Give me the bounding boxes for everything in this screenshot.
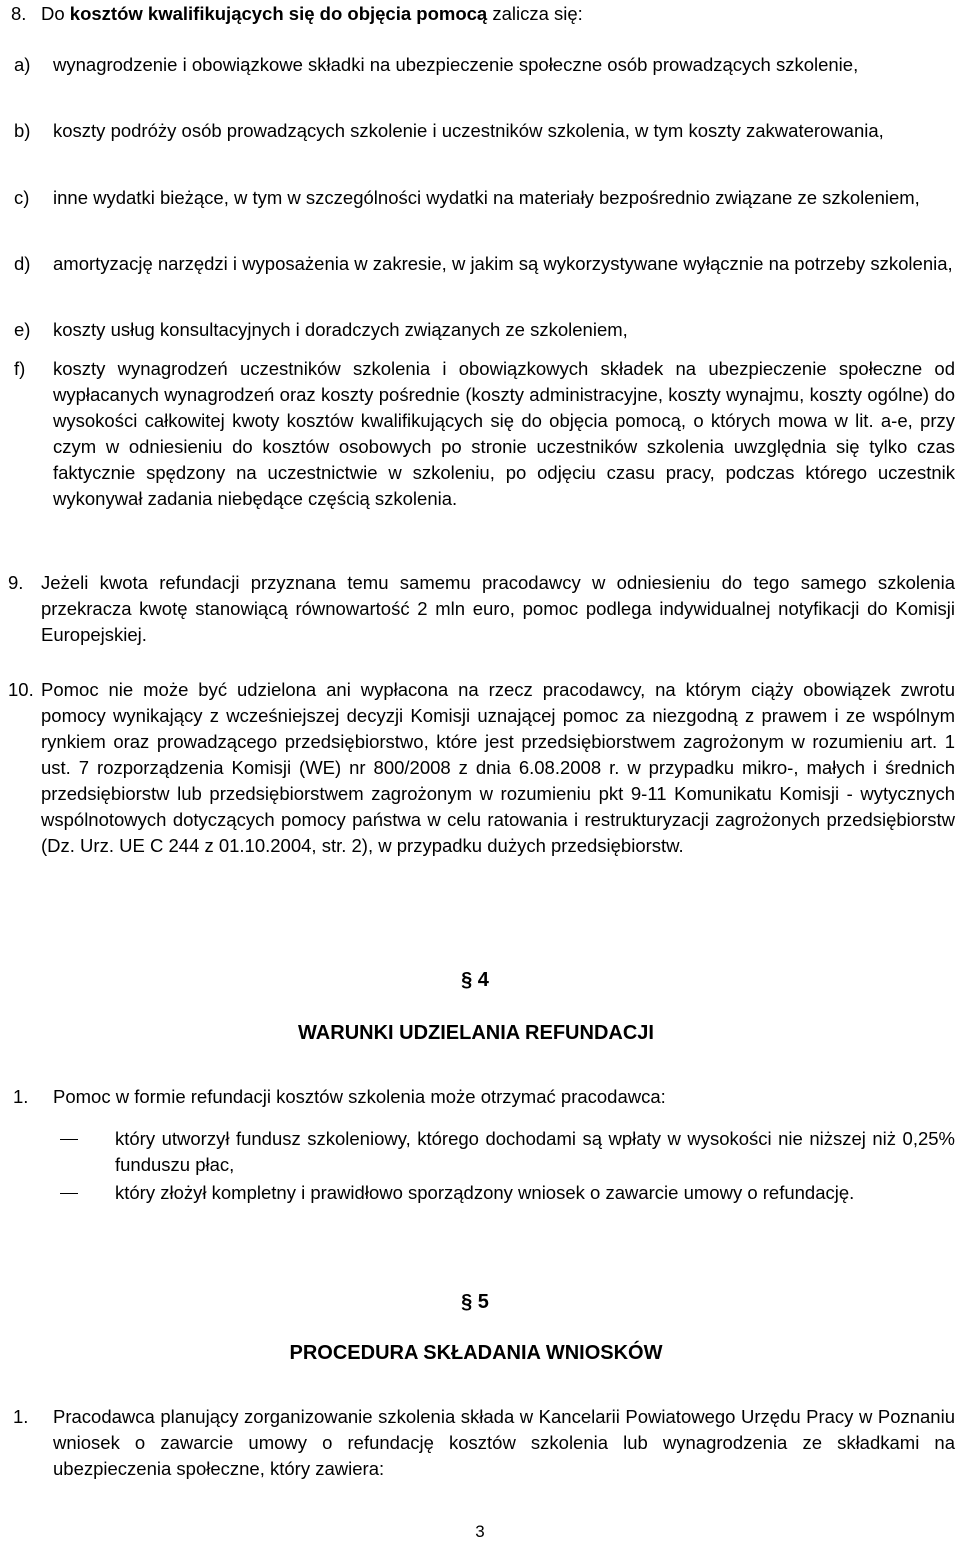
point-text: Pomoc w formie refundacji kosztów szkolenia może otrzymać pracodawca: — [53, 1086, 666, 1107]
list-item-text: koszty wynagrodzeń uczestników szkolenia i obowiązkowych składek na ubezpieczenie społeczne od wypłacanych wynagrodzeń oraz koszty pośrednie (koszty administracyjne, koszty wynajmu, koszty ogólne) do wysokości całkowitej kwoty kosztów kwalifikujących się do objęcia pomocą, o których mowa w lit. a-e, przy czym w odniesieniu do kosztów osobowych po stronie uczestników szkolenia uwzględnia się tylko czas faktycznie spędzony na uczestnictwie w szkoleniu, po odjęciu czasu pracy, podczas którego uczestnik wykonywał zadania niebędące częścią szkolenia. — [53, 358, 955, 509]
list-item — [0, 250, 960, 277]
section-title: WARUNKI UDZIELANIA REFUNDACJI — [298, 1022, 654, 1044]
list-item-label: a) — [14, 54, 31, 75]
point-text: Pracodawca planujący zorganizowanie szkolenia składa w Kancelarii Powiatowego Urzędu Pracy w Poznaniu wniosek o zawarcie umowy o refundację kosztów szkolenia lub wynagrodzenia ze składkami na ubezpieczenia społeczne, który zawiera: — [53, 1406, 955, 1479]
section-heading: § 5 — [461, 1291, 489, 1313]
bullet-text: który utworzył fundusz szkoleniowy, którego dochodami są wpłaty w wysokości nie niższej niż 0,25% funduszu płac, — [115, 1128, 955, 1175]
list-item-label: e) — [14, 319, 31, 340]
list-item-label: f) — [14, 358, 26, 379]
paragraph-8-intro — [0, 0, 960, 30]
paragraph-text: Pomoc nie może być udzielona ani wypłacona na rzecz pracodawcy, na którym ciąży obowiązek zwrotu pomocy wynikający z wcześniejszej decyzji Komisji uznającej pomoc za niezgodną z prawem i ze wspólnym rynkiem oraz prowadzącego przedsiębiorstwo, które jest przedsiębiorstwem zagrożonym w rozumieniu art. 1 ust. 7 rozporządzenia Komisji (WE) nr 800/2008 z dnia 6.08.2008 r. w przypadku mikro-, małych i średnich przedsiębiorstw lub przedsiębiorstwem zagrożonym w rozumieniu pkt 9-11 Komunikatu Komisji - wytycznych wspólnotowych dotyczących pomocy państwa w celu ratowania i restrukturyzacji zagrożonych przedsiębiorstw (Dz. Urz. UE C 244 z 01.10.2004, str. 2), w przypadku dużych przedsiębiorstw. — [41, 679, 955, 856]
lead-text-end: zalicza się: — [487, 3, 583, 24]
list-item-text: inne wydatki bieżące, w tym w szczególności wydatki na materiały bezpośrednio związane ze szkoleniem, — [53, 187, 920, 208]
list-item — [0, 117, 960, 144]
list-item-label: d) — [14, 253, 31, 274]
lead-text: Do — [41, 3, 70, 24]
dash-bullet-icon — [60, 1139, 78, 1140]
paragraph-text: Jeżeli kwota refundacji przyznana temu samemu pracodawcy w odniesieniu do tego samego szkolenia przekracza kwotę stanowiącą równowartość 2 mln euro, pomoc podlega indywidualnej notyfikacji do Komisji Europejskiej. — [41, 572, 955, 645]
paragraph-8-lead — [41, 0, 583, 27]
list-item-text: koszty usług konsultacyjnych i doradczych związanych ze szkoleniem, — [53, 319, 628, 340]
paragraph-number: 8. — [11, 3, 27, 24]
list-item — [0, 356, 960, 512]
dash-bullet-icon — [60, 1193, 78, 1194]
list-item-text: wynagrodzenie i obowiązkowe składki na ubezpieczenie społeczne osób prowadzących szkolenie, — [53, 54, 859, 75]
page-number: 3 — [475, 1522, 485, 1541]
paragraph-number: 10. — [8, 679, 34, 700]
list-item-label: c) — [14, 187, 30, 208]
bullet-text: który złożył kompletny i prawidłowo sporządzony wniosek o zawarcie umowy o refundację. — [115, 1182, 855, 1203]
list-item-text: koszty podróży osób prowadzących szkolenie i uczestników szkolenia, w tym koszty zakwaterowania, — [53, 120, 884, 141]
point-number: 1. — [13, 1406, 29, 1427]
section-heading: § 4 — [461, 969, 489, 991]
paragraph-9 — [0, 570, 960, 648]
list-item — [0, 51, 960, 78]
list-item-text: amortyzację narzędzi i wyposażenia w zakresie, w jakim są wykorzystywane wyłącznie na potrzeby szkolenia, — [53, 253, 953, 274]
list-item — [0, 316, 960, 343]
bullet-item — [0, 1126, 960, 1178]
list-item — [0, 184, 960, 211]
bullet-item — [0, 1180, 960, 1206]
section-title: PROCEDURA SKŁADANIA WNIOSKÓW — [289, 1342, 663, 1364]
paragraph-10 — [0, 677, 960, 859]
point-number: 1. — [13, 1086, 29, 1107]
paragraph-number: 9. — [8, 572, 24, 593]
list-item-label: b) — [14, 120, 31, 141]
section-4-point-1 — [0, 1084, 960, 1110]
bold-phrase: kosztów kwalifikujących się do objęcia pomocą — [69, 3, 488, 24]
section-5-point-1 — [0, 1404, 960, 1482]
